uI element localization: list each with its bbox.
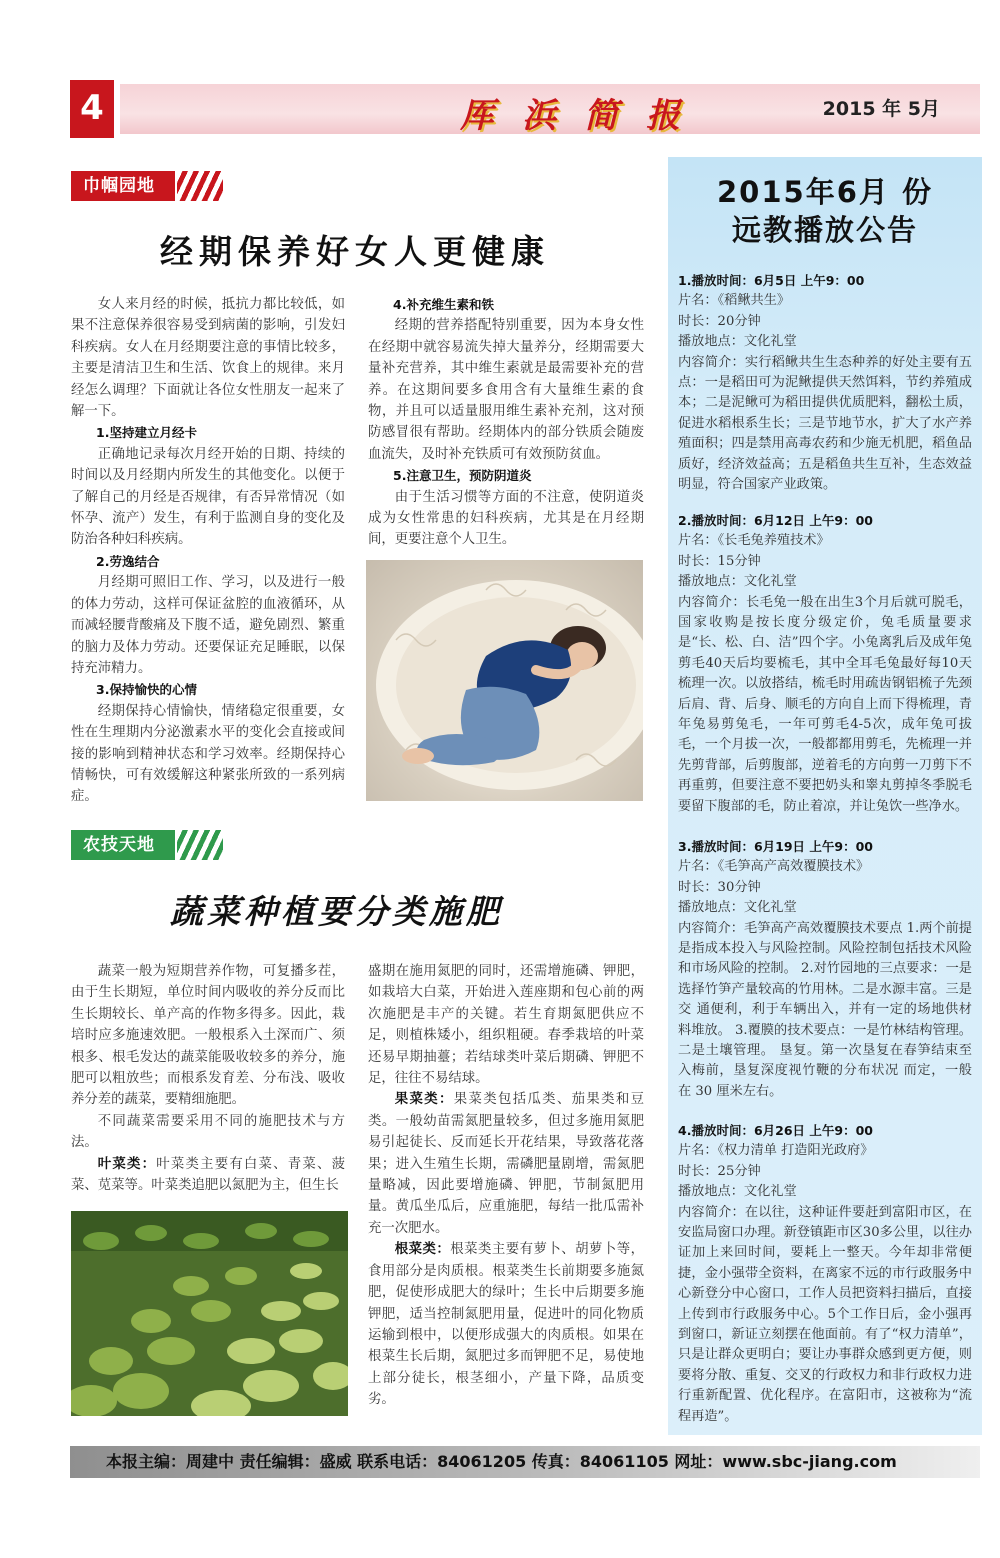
footer-contact-info: 本报主编：周建中 责任编辑：盛威 联系电话：84061205 传真：84061105 网址：www.sbc-jiang.com [106, 1452, 897, 1471]
notice-title-line-1: 2015年6月 份 [717, 175, 933, 209]
notice-title [668, 173, 982, 249]
leafy-label: 叶菜类： [97, 1156, 157, 1172]
notice-item-intro: 内容简介：毛笋高产高效覆膜技术要点 1.两个前提是指成本投入与风险控制。风险控制包括技术风险和市场风险的控制。 2.对竹园地的三点要求：一是选择竹笋产量较高的竹用林。二是水源丰富。三是交 通便利，利于车辆出入，并有一定的场地供材料堆放。 3.覆膜的技术要点：一是竹林结构管理。二是土壤管理。 垦复。第一次垦复在春笋结束至入梅前，垦复深度视竹鞭的分布状况 而定，一般在 30 厘米左右。 [678, 920, 972, 1099]
notice-item-place: 播放地点：文化礼堂 [678, 334, 797, 350]
root-label: 根菜类： [394, 1242, 451, 1258]
section-tag-women [71, 171, 231, 201]
notice-item-name: 片名：《毛笋高产高效覆膜技术》 [678, 859, 870, 875]
notice-item-name: 片名：《长毛兔养殖技术》 [678, 533, 830, 549]
article-1-point-text: 正确地记录每次月经开始的日期、持续的时间以及月经期内所发生的其他变化。以便于了解自己的月经是否规律，有否异常情况（如怀孕、流产）发生，有利于监测自身的变化及防治各种妇科疾病。 [71, 446, 345, 548]
section-tag-label: 农技天地 [71, 830, 175, 860]
article-1-column-2 [368, 294, 644, 551]
article-2-intro: 蔬菜一般为短期营养作物，可复播多茬，由于生长期短，单位时间内吸收的养分反而比生长期较长、单产高的作物多得多。因此，栽培时应多施速效肥。一般根系入土深而广、须根多、根毛发达的蔬菜能吸收较多的养分，施肥可以粗放些；而根系发育差、分布浅、吸收养分差的蔬菜，要精细施肥。 [71, 964, 345, 1108]
article-1-intro: 女人来月经的时候，抵抗力都比较低，如果不注意保养很容易受到病菌的影响，引发妇科疾病。女人在月经期要注意的事情比较多，主要是清洁卫生和生活、饮食上的规律。来月经怎么调理？下面就让各位女性朋友一起来了解一下。 [71, 297, 345, 420]
issue-date: 2015 年 5月 [822, 98, 940, 120]
notice-item [678, 271, 972, 495]
tag-stripes-icon [177, 171, 223, 201]
article-2-column-1 [71, 961, 345, 1196]
notice-item-place: 播放地点：文化礼堂 [678, 1184, 797, 1200]
broadcast-notice-panel [668, 157, 982, 1435]
notice-item [678, 837, 972, 1102]
article-1-point-title: 1.坚持建立月经卡 [96, 425, 197, 441]
fruit-text: 果菜类包括瓜类、茄果类和豆类。一般幼苗需氮肥量较多，但过多施用氮肥易引起徒长、反而延长开花结果，导致落花落果；进入生殖生长期，需磷肥量剧增，需氮肥量略减，因此要增施磷、钾肥，节制氮肥用量。黄瓜坐瓜后，应重施肥，每结一批瓜需补充一次肥水。 [368, 1092, 644, 1236]
notice-item-place: 播放地点：文化礼堂 [678, 900, 797, 916]
article-1-point-text: 经期保持心情愉快，情绪稳定很重要，女性在生理期内分泌激素水平的变化会直接或间接的影响到精神状态和学习效率。经期保持心情畅快，可有效缓解这种紧张所致的一系列病症。 [71, 703, 345, 805]
page-number: 4 [70, 80, 114, 138]
leafy-text: 叶菜类主要有白菜、青菜、菠菜、苋菜等。叶菜类追肥以氮肥为主，但生长 [71, 1156, 345, 1194]
section-tag-agriculture [71, 830, 231, 860]
notice-item-intro: 内容简介：在以往，这种证件要赶到富阳市区，在安监局窗口办理。新登镇距市区30多公里，以往办证加上来回时间，要耗上一整天。今年却非常便捷，金小强带全资料，在离家不远的市行政服务中心新登分中心窗口，工作人员把资料扫描后，直接上传到市行政服务中心。5个工作日后，金小强再到窗口，新证立刻摆在他面前。有了“权力清单”，只是让群众更明白；要让办事群众感到更方便，则要将分散、重复、交叉的行政权力和非行政权力进行重新配置、优化程序。在富阳市，这被称为“流程再造”。 [678, 1204, 972, 1424]
paper-name: 厍浜简报 [460, 96, 708, 136]
notice-item-time: 2.播放时间：6月12日 上午9：00 [678, 513, 873, 528]
notice-item-time: 4.播放时间：6月26日 上午9：00 [678, 1123, 873, 1138]
notice-item-intro: 内容简介：实行稻鳅共生生态种养的好处主要有五点：一是稻田可为泥鳅提供天然饵料，节约养殖成本；二是泥鳅可为稻田提供优质肥料，翻松土质，促进水稻根系生长；三是节地节水，扩大了水产养殖面积；四是禁用高毒农药和少施无机肥，稻鱼品质好，经济效益高；五是稻鱼共生互补，生态效益明显，符合国家产业政策。 [678, 354, 972, 493]
fruit-label: 果菜类： [394, 1092, 454, 1108]
leafy-text-continued: 盛期在施用氮肥的同时，还需增施磷、钾肥，如栽培大白菜，开始进入莲座期和包心前的两次施肥是丰产的关键。若生育期氮肥供应不足，则植株矮小，组织粗硬。春季栽培的叶菜还易早期抽薹；若结球类叶菜后期磷、钾肥不足，往往不易结球。 [368, 964, 644, 1087]
article-2-intro-2: 不同蔬菜需要采用不同的施肥技术与方法。 [71, 1113, 345, 1151]
article-1-point-text: 由于生活习惯等方面的不注意，使阴道炎成为女性常患的妇科疾病，尤其是在月经期间，更要注意个人卫生。 [368, 489, 644, 548]
article-1-column-1 [71, 294, 345, 808]
notice-title-line-2: 远教播放公告 [731, 213, 918, 247]
notice-item-duration: 时长：25分钟 [678, 1163, 761, 1179]
notice-item-intro: 内容简介：长毛兔一般在出生3个月后就可脱毛，国家收购是按长度分级定价，兔毛质量要求是“长、松、白、洁”四个字。小兔离乳后及成年兔剪毛40天后均要梳毛，其中全耳毛兔最好每10天梳理一次。以放搭结，梳毛时用疏齿钢铝梳子先颈后肩、背、后身、顺毛的方向自上而下得梳理，青年兔易剪兔毛，一年可剪毛4-5次，成年兔可拔毛，一个月拔一次，一般都都用剪毛，先梳理一并先剪背部，后剪腹部，逆着毛的方向剪一刀剪下不再重剪，但要注意不要把奶头和睾丸剪掉冬季脱毛要留下腹部的毛，防止着凉，并让兔饮一些净水。 [678, 594, 972, 814]
article-1-point-text: 经期的营养搭配特别重要，因为本身女性在经期中就容易流失掉大量养分，经期需要大量补充营养，其中维生素就是最需要补充的营养。在这期间要多食用含有大量维生素的食物，并且可以适量服用维生素补充剂，这对预防感冒很有帮助。经期体内的部分铁质会随废血流失，及时补充铁质可有效预防贫血。 [368, 318, 644, 462]
tag-stripes-icon [177, 830, 223, 860]
vegetable-photo-illustration [71, 1211, 348, 1416]
notice-item [678, 511, 972, 817]
notice-item-place: 播放地点：文化礼堂 [678, 574, 797, 590]
woman-sleeping-on-rug-photo [366, 560, 643, 801]
notice-item [678, 1121, 972, 1427]
notice-item-duration: 时长：30分钟 [678, 879, 761, 895]
woman-photo-illustration [366, 560, 643, 801]
article-2-column-2 [368, 961, 644, 1411]
article-1-point-title: 3.保持愉快的心情 [96, 682, 197, 698]
masthead [70, 80, 980, 138]
masthead-band [120, 84, 980, 134]
notice-item-time: 1.播放时间：6月5日 上午9：00 [678, 273, 865, 288]
article-1-point-title: 2.劳逸结合 [96, 553, 160, 569]
article-1-point-title: 4.补充维生素和铁 [393, 297, 494, 312]
notice-item-name: 片名：《权力清单 打造阳光政府》 [678, 1143, 874, 1159]
notice-item-name: 片名：《稻鳅共生》 [678, 293, 791, 309]
notice-item-time: 3.播放时间：6月19日 上午9：00 [678, 839, 873, 854]
vegetable-field-photo [71, 1211, 348, 1416]
notice-item-duration: 时长：15分钟 [678, 553, 761, 569]
article-1-point-title: 5.注意卫生，预防阴道炎 [393, 468, 532, 484]
section-tag-label: 巾帼园地 [71, 171, 175, 201]
root-text: 根菜类主要有萝卜、胡萝卜等，食用部分是肉质根。根菜类生长前期要多施氮肥，促使形成肥大的绿叶；生长中后期要多施钾肥，适当控制氮肥用量，促进叶的同化物质运输到根中，以便形成强大的肉质根。如果在根菜生长后期，氮肥过多而钾肥不足，易使地上部分徒长，根茎细小，产量下降，品质变劣。 [368, 1242, 645, 1408]
notice-item-duration: 时长：20分钟 [678, 313, 761, 329]
headline-vegetable-fertilizing: 蔬菜种植要分类施肥 [170, 892, 503, 931]
headline-menstrual-care: 经期保养好女人更健康 [160, 232, 550, 271]
article-1-point-text: 月经期可照旧工作、学习，以及进行一般的体力劳动，这样可保证盆腔的血液循环，从而减轻腰背酸痛及下腹不适，避免剧烈、繁重的脑力及体力劳动。还要保证充足睡眠，以保持充沛精力。 [71, 575, 345, 676]
footer-bar [70, 1446, 980, 1478]
